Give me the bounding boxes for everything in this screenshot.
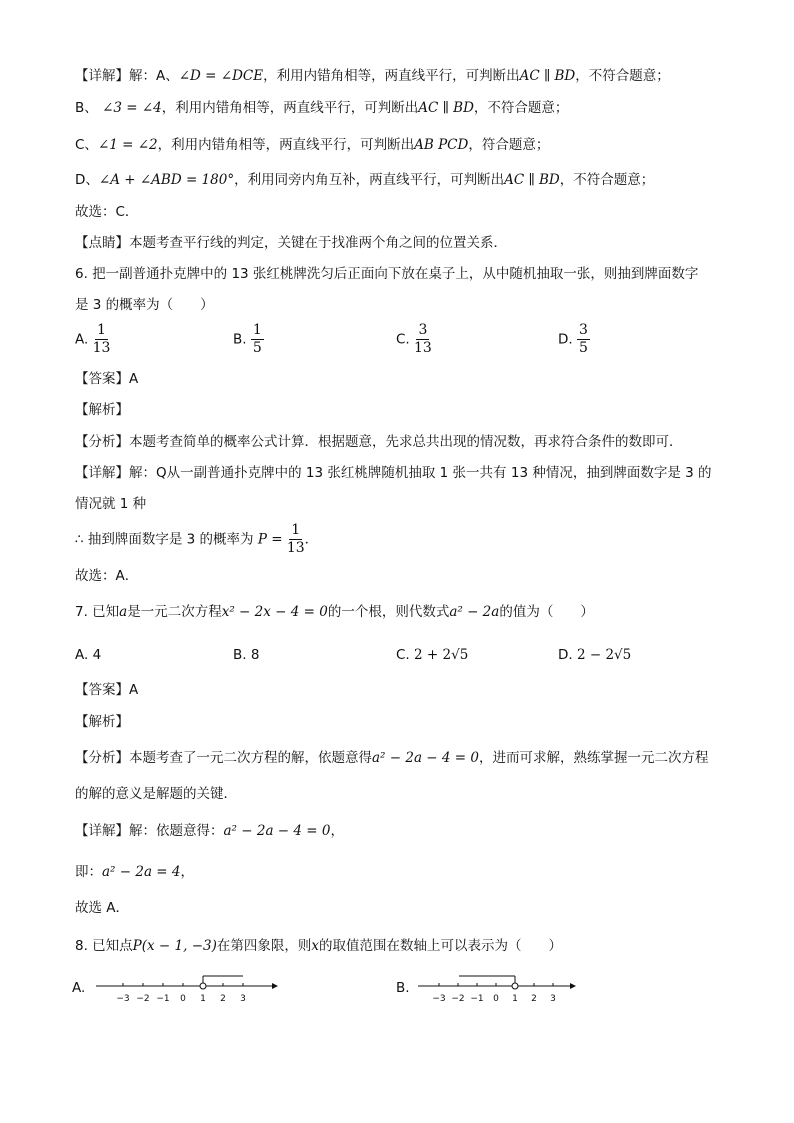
fraction: $\frac{1}{13}$ bbox=[92, 322, 111, 356]
fraction: $\frac{1}{5}$ bbox=[252, 322, 262, 356]
fraction: $\frac{3}{5}$ bbox=[578, 322, 588, 356]
open-endpoint bbox=[512, 983, 518, 989]
q6-answer: 【答案】A bbox=[75, 371, 139, 387]
axis-tick-label: 1 bbox=[200, 994, 206, 1004]
q7-choice: 故选 A． bbox=[75, 900, 130, 916]
q7-fenxi-line2: 的解的意义是解题的关键． bbox=[75, 786, 237, 802]
q5-detail-a: 【详解】解：A、∠D = ∠DCE，利用内错角相等，两直线平行，可判断出AC ∥ BD，不符合题意； bbox=[75, 68, 670, 84]
q7-option-d: D. 2 − 2√5 bbox=[558, 647, 632, 663]
q6-option-c: C. $\frac{3}{13}$ bbox=[396, 322, 432, 356]
arrow-icon bbox=[570, 983, 576, 989]
q7-analysis-heading: 【解析】 bbox=[75, 714, 129, 730]
q5-detail-b: B、 ∠3 = ∠4，利用内错角相等，两直线平行，可判断出AC ∥ BD，不符合题意； bbox=[75, 100, 569, 116]
q8-option-a-label: A. bbox=[72, 980, 86, 996]
axis-tick-label: −2 bbox=[136, 994, 150, 1004]
q5-detail-c: C、∠1 = ∠2，利用内错角相等，两直线平行，可判断出AB PCD，符合题意； bbox=[75, 137, 550, 153]
q6-stem-line1: 6. 把一副普通扑克牌中的 13 张红桃牌洗匀后正面向下放在桌子上，从中随机抽取一张，则抽到牌面数字 bbox=[75, 266, 699, 282]
axis-tick-label: −3 bbox=[116, 994, 130, 1004]
q7-ji: 即：a² − 2a = 4， bbox=[75, 864, 194, 880]
q8-stem: 8. 已知点P(x − 1, −3)在第四象限，则x的取值范围在数轴上可以表示为（ ） bbox=[75, 938, 562, 954]
q6-detail-line1: 【详解】解：Q从一副普通扑克牌中的 13 张红桃牌随机抽取 1 张一共有 13 种情况，抽到牌面数字是 3 的 bbox=[75, 465, 712, 481]
q6-fenxi: 【分析】本题考查简单的概率公式计算．根据题意，先求总共出现的情况数，再求符合条件的数即可． bbox=[75, 434, 683, 450]
q8-option-b-number-line bbox=[414, 968, 604, 1010]
axis-tick-label: 3 bbox=[550, 994, 556, 1004]
axis-tick-label: −2 bbox=[451, 994, 465, 1004]
q6-option-a: A. $\frac{1}{13}$ bbox=[75, 322, 111, 356]
q7-option-c: C. 2 + 2√5 bbox=[396, 647, 469, 663]
q6-choice: 故选：A． bbox=[75, 568, 139, 584]
q7-option-a: A. 4 bbox=[75, 647, 102, 663]
q6-option-d: D. $\frac{3}{5}$ bbox=[558, 322, 588, 356]
axis-tick-label: 1 bbox=[512, 994, 518, 1004]
axis-tick-label: 2 bbox=[531, 994, 537, 1004]
q5-point: 【点睛】本题考查平行线的判定，关键在于找准两个角之间的位置关系． bbox=[75, 235, 507, 251]
open-endpoint bbox=[200, 983, 206, 989]
q6-analysis-heading: 【解析】 bbox=[75, 402, 129, 418]
axis-tick-label: −1 bbox=[156, 994, 170, 1004]
q7-answer: 【答案】A bbox=[75, 682, 139, 698]
fraction: $\frac{1}{13}$ bbox=[286, 522, 305, 556]
axis-tick-label: 3 bbox=[240, 994, 246, 1004]
q6-detail-line2: 情况就 1 种 bbox=[75, 496, 147, 512]
q8-option-b-label: B. bbox=[396, 980, 410, 996]
axis-tick-label: 0 bbox=[180, 994, 186, 1004]
q7-option-b: B. 8 bbox=[233, 647, 260, 663]
q7-detail: 【详解】解：依题意得：a² − 2a − 4 = 0， bbox=[75, 823, 344, 839]
axis-tick-label: −3 bbox=[432, 994, 446, 1004]
detail-tag: 【详解】 bbox=[75, 68, 129, 84]
q6-detail-line3: ∴ 抽到牌面数字是 3 的概率为 P = $\frac{1}{13}$ ． bbox=[75, 522, 319, 556]
q8-option-a-number-line bbox=[92, 968, 282, 1010]
arrow-icon bbox=[272, 983, 278, 989]
q6-option-b: B. $\frac{1}{5}$ bbox=[233, 322, 262, 356]
q5-detail-d: D、∠A + ∠ABD = 180°，利用同旁内角互补，两直线平行，可判断出AC ∥ BD，不符合题意； bbox=[75, 172, 655, 188]
q5-choice: 故选：C． bbox=[75, 204, 139, 220]
axis-tick-label: 2 bbox=[220, 994, 226, 1004]
axis-tick-label: −1 bbox=[470, 994, 484, 1004]
q6-stem-line2: 是 3 的概率为（ ） bbox=[75, 297, 214, 313]
q7-fenxi-line1: 【分析】本题考查了一元二次方程的解，依题意得a² − 2a − 4 = 0，进而可求解，熟练掌握一元二次方程 bbox=[75, 750, 709, 766]
q7-stem: 7. 已知a是一元二次方程x² − 2x − 4 = 0的一个根，则代数式a² − 2a的值为（ ） bbox=[75, 604, 594, 620]
fraction: $\frac{3}{13}$ bbox=[414, 322, 432, 356]
axis-tick-label: 0 bbox=[493, 994, 499, 1004]
